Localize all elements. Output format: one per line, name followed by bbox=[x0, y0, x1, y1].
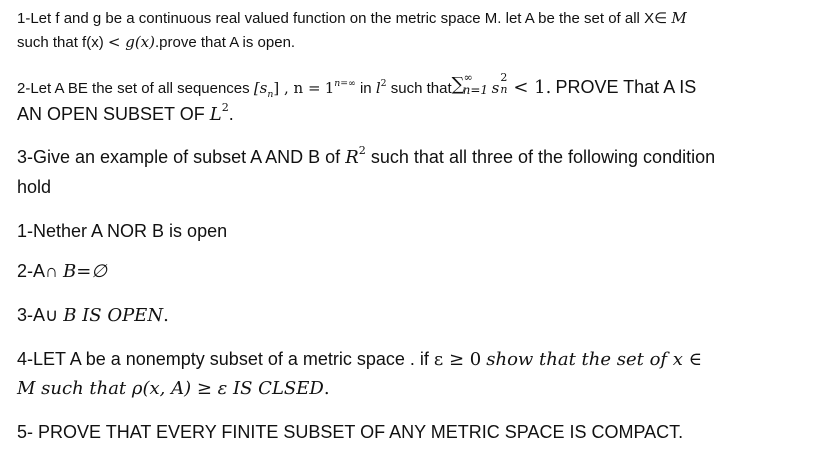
q2-seq: $[s_n]$ , n = bbox=[253, 79, 321, 100]
q2-tail: PROVE That A IS bbox=[555, 77, 697, 97]
q2-period: . bbox=[228, 104, 234, 124]
q3-cond-3-a: 3-A∪ bbox=[17, 305, 59, 325]
q2-such: such that bbox=[390, 80, 452, 97]
q2-in: in bbox=[359, 80, 372, 97]
q3-cond-3-b: B IS OPEN bbox=[63, 305, 164, 326]
q3-line-2: hold bbox=[17, 177, 52, 197]
q2-s: s bbox=[491, 79, 500, 97]
q4-eps: ε ≥ 0 bbox=[433, 349, 482, 370]
q4-text: 4-LET A be a nonempty subset of a metric space . if bbox=[17, 349, 429, 369]
q3-text: 3-Give an example of subset A AND B of bbox=[17, 147, 341, 167]
q4-period: . bbox=[323, 378, 330, 399]
q2-one: $1^{n=\infty}$ bbox=[324, 77, 356, 97]
q2-sum: ∑ ∞ n=1 bbox=[451, 71, 489, 97]
q1-math-g: < g(x) bbox=[107, 33, 155, 51]
q2-L2: $L^2$ bbox=[209, 101, 229, 125]
q3-cond-1: 1-Nether A NOR B is open bbox=[17, 221, 228, 241]
q1-text-2c: .prove that A is open. bbox=[154, 34, 296, 51]
q3-cond-2-a: 2-A∩ bbox=[17, 261, 58, 281]
q5-line: 5- PROVE THAT EVERY FINITE SUBSET OF ANY METRIC SPACE IS COMPACT. bbox=[17, 422, 684, 442]
q3-cond-3 bbox=[17, 306, 169, 325]
q3-cond-2-b: B=∅ bbox=[62, 261, 107, 282]
q3-R2: $R^2$ bbox=[345, 144, 366, 168]
q2-lt: < 1. bbox=[513, 77, 552, 98]
q1-line-1 bbox=[17, 11, 687, 26]
q2-text: 2-Let A BE the set of all sequences bbox=[17, 80, 250, 97]
q2-s-scripts: 2 n bbox=[500, 71, 508, 96]
q2-l2: $l^2$ bbox=[375, 77, 387, 97]
q4-line-1 bbox=[17, 350, 702, 369]
q3-cond-2 bbox=[17, 262, 107, 281]
q1-text: 1-Let f and g be a continuous real valued function on the metric space M. let A be the set of all bbox=[17, 10, 640, 27]
q1-math-m: M bbox=[671, 9, 687, 27]
q4-math-2: M such that ρ(x, A) ≥ ε IS CLSED bbox=[17, 378, 324, 399]
q3-cond-3-c: . bbox=[163, 305, 169, 326]
q2-text-2: AN OPEN SUBSET OF bbox=[17, 104, 205, 124]
q1-symbol: X∈ bbox=[644, 10, 668, 27]
q4-math-1: show that the set of x ∈ bbox=[486, 349, 703, 370]
q1-line-2 bbox=[17, 35, 295, 50]
q2-line-1 bbox=[17, 71, 697, 100]
q1-text-2a: such that f(x) bbox=[17, 34, 104, 51]
q2-line-2 bbox=[17, 101, 234, 125]
q3-line-1 bbox=[17, 144, 716, 168]
q3-text-b: such that all three of the following condition bbox=[370, 147, 716, 167]
q4-line-2 bbox=[17, 379, 330, 398]
